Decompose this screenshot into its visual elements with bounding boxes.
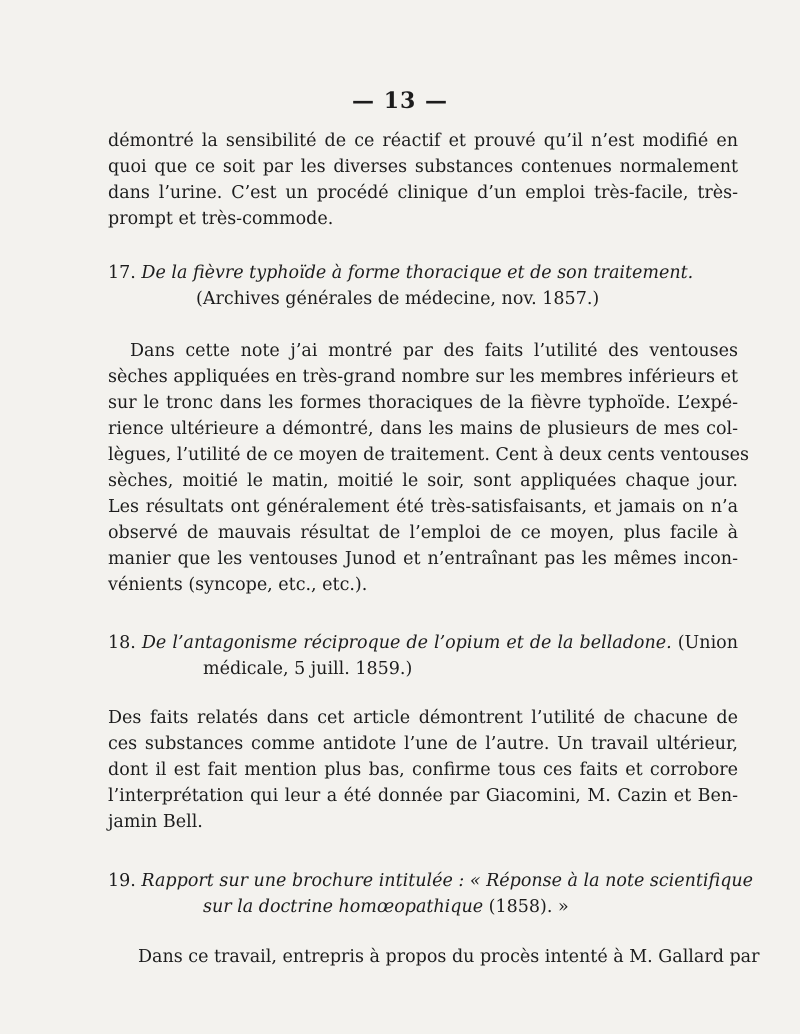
top-paragraph (108, 128, 738, 232)
entry-title: Rapport sur une brochure intitulée : « Réponse à la note scientifique (141, 871, 754, 891)
text-line: sur le tronc dans les formes thoraciques de la fièvre typhoïde. L’expé- (108, 393, 738, 413)
entry-source: (Archives générales de médecine, nov. 1857.) (196, 289, 600, 309)
text-line: sèches appliquées en très-grand nombre sur les membres inférieurs et (108, 367, 738, 387)
text-line: lègues, l’utilité de ce moyen de traitement. Cent à deux cents ventouses (108, 445, 750, 465)
entry-18-heading (108, 630, 738, 682)
entry-source: médicale, 5 juill. 1859.) (203, 659, 413, 679)
text-line: dans l’urine. C’est un procédé clinique d’un emploi très-facile, très- (108, 183, 738, 203)
entry-number: 17. (108, 263, 136, 283)
text-line: rience ultérieure a démontré, dans les mains de plusieurs de mes col- (108, 419, 738, 439)
text-line: l’interprétation qui leur a été donnée par Giacomini, M. Cazin et Ben- (108, 786, 738, 806)
text-line: Des faits relatés dans cet article démontrent l’utilité de chacune de (108, 708, 738, 728)
text-line: ces substances comme antidote l’une de l’autre. Un travail ultérieur, (108, 734, 738, 754)
text-line: sèches, moitié le matin, moitié le soir, sont appliquées chaque jour. (108, 471, 738, 491)
text-line: quoi que ce soit par les diverses substances contenues normalement (108, 157, 738, 177)
entry-title: De l’antagonisme réciproque de l’opium et de la belladone. (141, 633, 672, 653)
text-line: vénients (syncope, etc., etc.). (108, 575, 368, 595)
entry-source-start: (Union (677, 633, 738, 653)
text-line: prompt et très-commode. (108, 209, 334, 229)
entry-number: 19. (108, 871, 136, 891)
entry-title: De la fièvre typhoïde à forme thoracique et de son traitement. (141, 263, 694, 283)
text-line: Les résultats ont généralement été très-satisfaisants, et jamais on n’a (108, 497, 738, 517)
entry-19-body (108, 944, 760, 970)
entry-18-body (108, 705, 738, 835)
text-line: Dans cette note j’ai montré par des faits l’utilité des ventouses (130, 341, 738, 361)
text-line: démontré la sensibilité de ce réactif et prouvé qu’il n’est modifié en (108, 131, 738, 151)
text-line: observé de mauvais résultat de l’emploi de ce moyen, plus facile à (108, 523, 738, 543)
entry-title-continued: sur la doctrine homœopathique (203, 897, 484, 917)
entry-number: 18. (108, 633, 136, 653)
text-line: Dans ce travail, entrepris à propos du procès intenté à M. Gallard par (138, 947, 760, 967)
entry-19-heading (108, 868, 754, 920)
entry-title-date: (1858). » (483, 897, 569, 917)
text-line: manier que les ventouses Junod et n’entraînant pas les mêmes incon- (108, 549, 738, 569)
text-line: dont il est fait mention plus bas, confirme tous ces faits et corrobore (108, 760, 738, 780)
page-number: — 13 — (352, 88, 448, 114)
entry-17-heading (108, 260, 738, 312)
entry-17-body (108, 338, 750, 598)
text-line: jamin Bell. (108, 812, 203, 832)
